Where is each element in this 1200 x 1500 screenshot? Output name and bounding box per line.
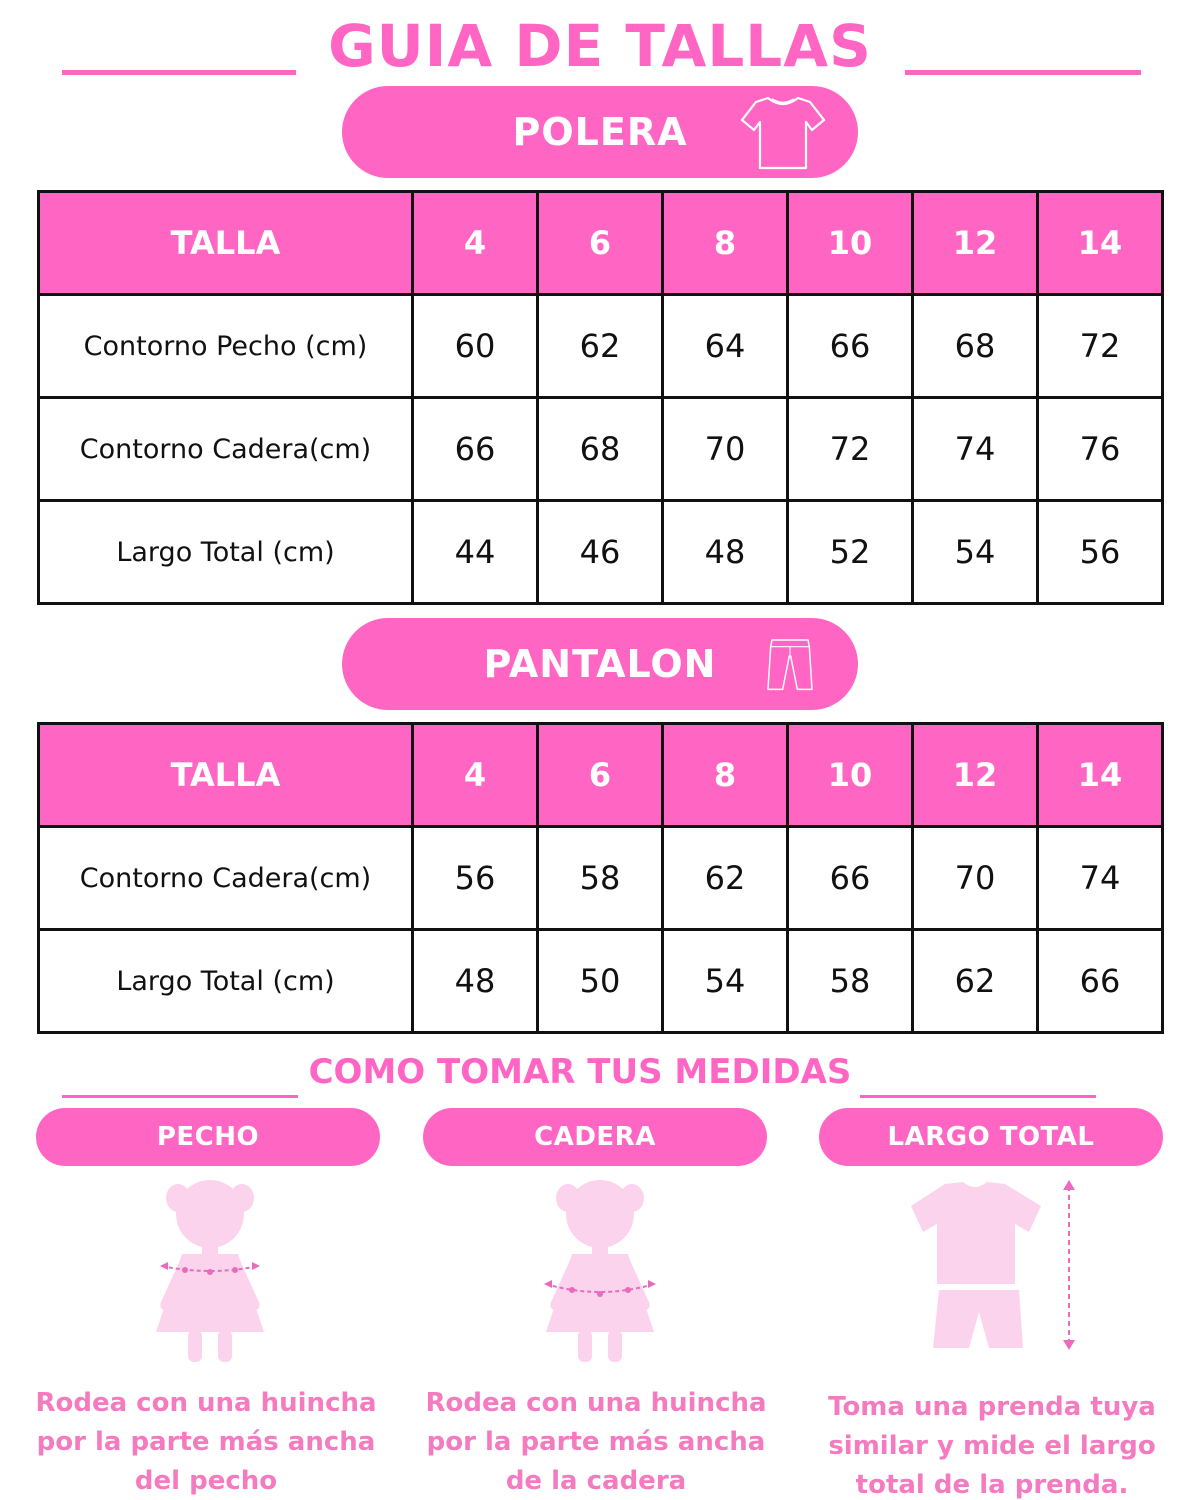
table-cell: 62 <box>538 295 663 398</box>
table-cell: 60 <box>413 295 538 398</box>
table-row <box>39 827 1163 930</box>
caption-line: por la parte más ancha <box>36 1427 376 1457</box>
table-cell: 50 <box>538 930 663 1033</box>
pants-icon <box>760 620 820 708</box>
table-cell: 74 <box>913 398 1038 501</box>
garment-length-icon <box>905 1172 1085 1368</box>
girl-hip-measure-icon <box>530 1172 670 1368</box>
caption-line: por la parte más ancha <box>426 1427 766 1457</box>
table-cell: 66 <box>788 827 913 930</box>
table-cell: 68 <box>538 398 663 501</box>
table-cell: 52 <box>788 501 913 604</box>
table-cell: 72 <box>788 398 913 501</box>
caption-line: Rodea con una huincha <box>35 1388 377 1418</box>
pantalon-label: PANTALON <box>483 642 717 686</box>
polera-section-label <box>342 86 858 178</box>
table-header-row <box>39 192 1163 295</box>
table-cell: 66 <box>788 295 913 398</box>
row-label: Largo Total (cm) <box>39 501 413 604</box>
table-cell: 56 <box>1038 501 1163 604</box>
table-cell: 58 <box>788 930 913 1033</box>
header-cell: TALLA <box>39 192 413 295</box>
header-cell: 12 <box>913 724 1038 827</box>
header-cell: 4 <box>413 724 538 827</box>
pecho-label: PECHO <box>156 1122 260 1152</box>
table-cell: 44 <box>413 501 538 604</box>
header-cell: 8 <box>663 724 788 827</box>
girl-chest-measure-icon <box>140 1172 280 1368</box>
table-row <box>39 930 1163 1033</box>
caption-line: similar y mide el largo <box>828 1431 1156 1461</box>
medidas-heading <box>0 1052 1200 1102</box>
header-cell: 6 <box>538 192 663 295</box>
table-cell: 46 <box>538 501 663 604</box>
table-cell: 54 <box>663 930 788 1033</box>
title-right-rule <box>905 70 1141 75</box>
table-row <box>39 398 1163 501</box>
caption-line: de la cadera <box>505 1466 687 1496</box>
table-cell: 66 <box>413 398 538 501</box>
table-cell: 54 <box>913 501 1038 604</box>
table-cell: 64 <box>663 295 788 398</box>
row-label: Contorno Cadera(cm) <box>39 398 413 501</box>
table-cell: 72 <box>1038 295 1163 398</box>
caption-line: Toma una prenda tuya <box>828 1392 1156 1422</box>
table-cell: 56 <box>413 827 538 930</box>
table-cell: 62 <box>663 827 788 930</box>
caption-line: del pecho <box>134 1466 278 1496</box>
pecho-caption <box>26 1384 386 1500</box>
polera-label: POLERA <box>512 110 688 154</box>
table-row <box>39 295 1163 398</box>
medidas-right-rule <box>860 1095 1096 1098</box>
table-cell: 70 <box>663 398 788 501</box>
cadera-caption <box>416 1384 776 1500</box>
table-cell: 48 <box>663 501 788 604</box>
row-label: Contorno Pecho (cm) <box>39 295 413 398</box>
header-cell: 10 <box>788 192 913 295</box>
pantalon-size-table <box>37 722 1164 1034</box>
header-cell: 10 <box>788 724 913 827</box>
table-cell: 48 <box>413 930 538 1033</box>
largo-total-label: LARGO TOTAL <box>887 1122 1095 1152</box>
largo-total-label-pill <box>819 1108 1163 1166</box>
table-row <box>39 501 1163 604</box>
tshirt-icon <box>738 92 828 172</box>
header-cell: TALLA <box>39 724 413 827</box>
pantalon-section-label <box>342 618 858 710</box>
medidas-title: COMO TOMAR TUS MEDIDAS <box>308 1052 852 1092</box>
polera-size-table <box>37 190 1164 605</box>
table-cell: 74 <box>1038 827 1163 930</box>
row-label: Contorno Cadera(cm) <box>39 827 413 930</box>
table-cell: 62 <box>913 930 1038 1033</box>
row-label: Largo Total (cm) <box>39 930 413 1033</box>
caption-line: Rodea con una huincha <box>425 1388 767 1418</box>
largo-total-caption <box>812 1388 1172 1500</box>
table-header-row <box>39 724 1163 827</box>
cadera-label-pill <box>423 1108 767 1166</box>
header-cell: 14 <box>1038 192 1163 295</box>
header-cell: 14 <box>1038 724 1163 827</box>
table-cell: 76 <box>1038 398 1163 501</box>
header-cell: 6 <box>538 724 663 827</box>
table-cell: 70 <box>913 827 1038 930</box>
pecho-label-pill <box>36 1108 380 1166</box>
table-cell: 58 <box>538 827 663 930</box>
header-cell: 8 <box>663 192 788 295</box>
header-cell: 12 <box>913 192 1038 295</box>
caption-line: total de la prenda. <box>855 1470 1129 1500</box>
table-cell: 68 <box>913 295 1038 398</box>
table-cell: 66 <box>1038 930 1163 1033</box>
page-title: GUIA DE TALLAS <box>328 12 872 80</box>
header-cell: 4 <box>413 192 538 295</box>
title-row <box>0 12 1200 82</box>
cadera-label: CADERA <box>534 1122 656 1152</box>
medidas-left-rule <box>62 1095 298 1098</box>
